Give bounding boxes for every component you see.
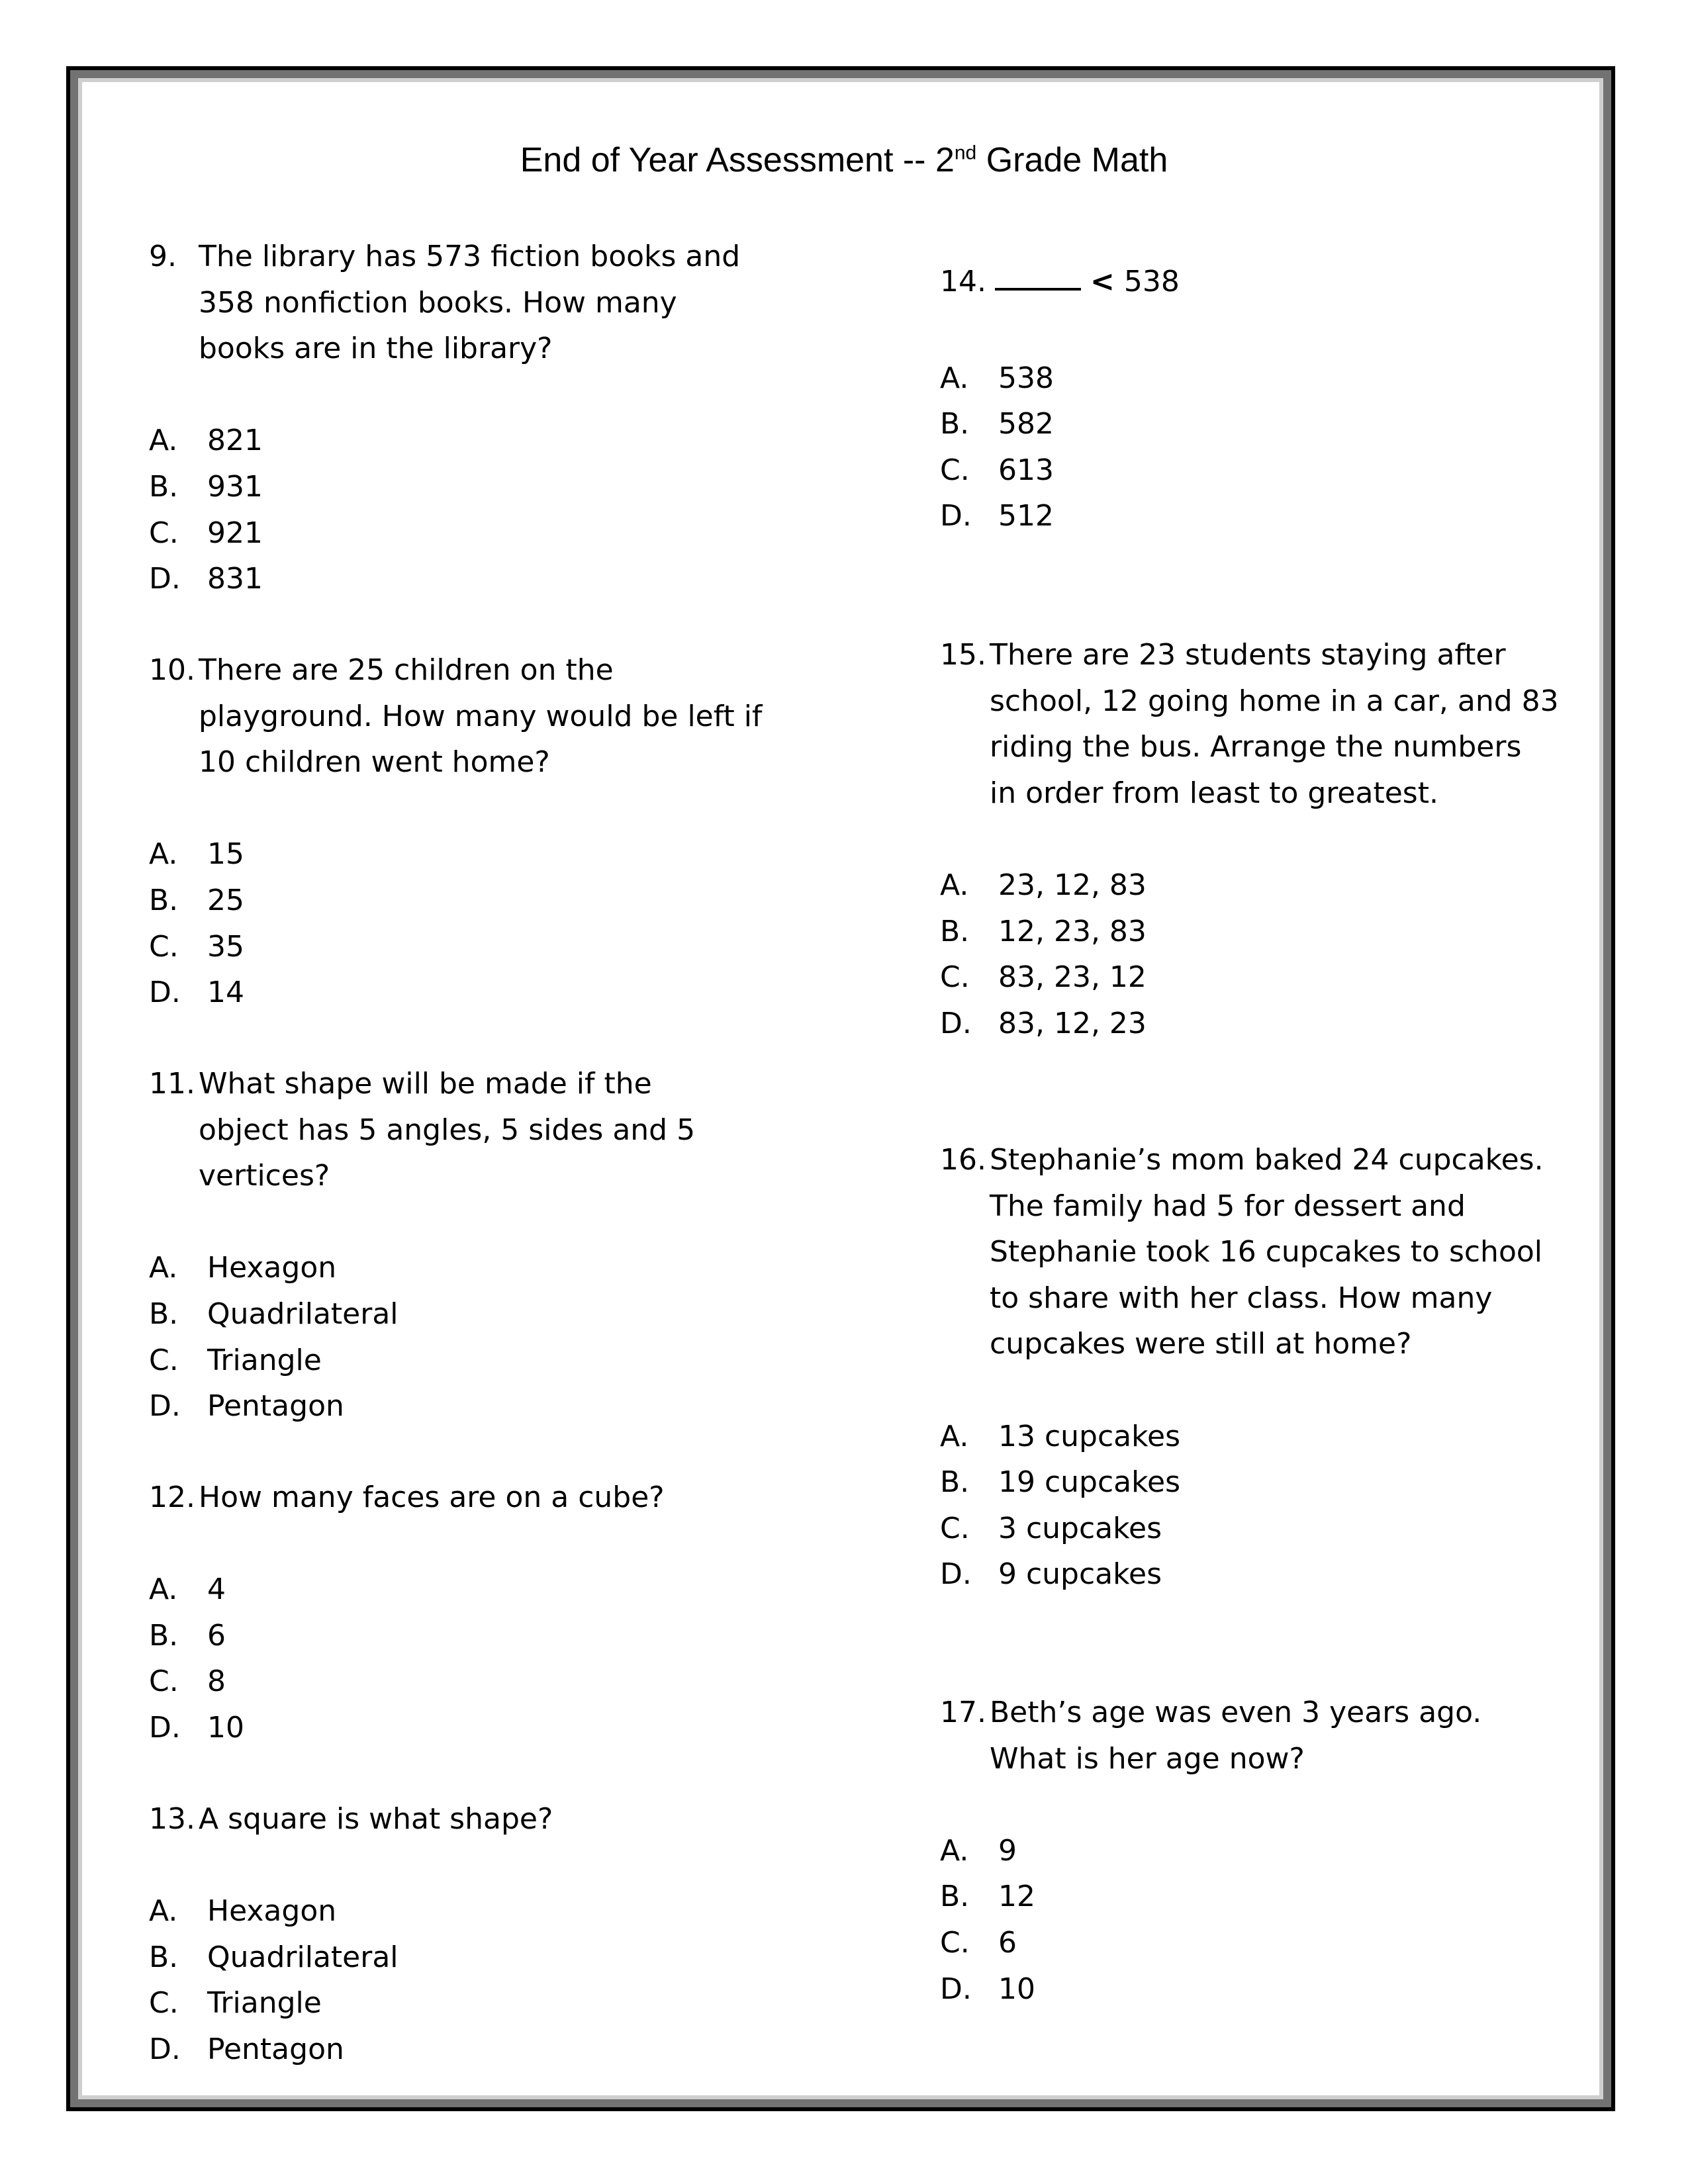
option-letter: A. [149, 1251, 178, 1285]
answer-option [940, 862, 1589, 909]
option-letter: A. [940, 868, 969, 902]
question-number: 17. [940, 1696, 986, 1729]
question-text: 538 [1123, 265, 1180, 298]
question-text: Beth’s age was even 3 years ago. What is her age now? [990, 1696, 1482, 1776]
option-letter: A. [149, 1894, 178, 1929]
question-15 [940, 632, 1589, 1046]
answer-option [149, 1934, 811, 1981]
option-letter: C. [940, 1511, 970, 1545]
answer-option [149, 924, 811, 970]
option-value: 931 [207, 469, 263, 504]
question-text: What shape will be made if the object has 5 angles, 5 sides and 5 vertices? [199, 1067, 696, 1193]
option-value: 821 [207, 424, 263, 458]
option-letter: C. [149, 1664, 179, 1699]
question-text: The library has 573 fiction books and 358 nonfiction books. How many books are in the library? [199, 240, 741, 366]
option-letter: D. [149, 976, 181, 1010]
option-value: 613 [998, 453, 1054, 487]
option-letter: A. [149, 424, 178, 458]
answer-option [149, 1659, 811, 1705]
option-value: 512 [998, 499, 1054, 533]
answer-option [940, 447, 1589, 494]
answer-option [940, 1551, 1589, 1598]
question-text: There are 23 students staying after school, 12 going home in a car, and 83 riding the bus. Arrange the numbers in order from least to greatest. [990, 638, 1559, 810]
option-letter: D. [149, 562, 181, 596]
answer-option [940, 1001, 1589, 1047]
answer-option [940, 401, 1589, 447]
question-9 [149, 234, 811, 602]
option-value: 10 [207, 1710, 244, 1745]
question-text: How many faces are on a cube? [199, 1480, 665, 1514]
answer-option [940, 1828, 1589, 1874]
question-16 [940, 1137, 1589, 1598]
answer-options [940, 862, 1589, 1046]
question-number: 15. [940, 638, 986, 672]
question-13 [149, 1796, 811, 2073]
option-value: 3 cupcakes [998, 1511, 1162, 1545]
option-value: 831 [207, 562, 263, 596]
question-number: 16. [940, 1143, 986, 1177]
option-value: 35 [207, 929, 244, 964]
option-value: 23, 12, 83 [998, 868, 1147, 902]
answer-option [149, 556, 811, 602]
option-value: Quadrilateral [207, 1940, 399, 1974]
question-10 [149, 647, 811, 1016]
option-value: Pentagon [207, 2032, 344, 2066]
answer-options [149, 1888, 811, 2072]
option-letter: A. [940, 1419, 969, 1453]
option-letter: C. [940, 453, 970, 487]
option-letter: A. [149, 1572, 178, 1607]
answer-option [149, 1613, 811, 1659]
option-value: 25 [207, 883, 244, 917]
option-value: 4 [207, 1572, 226, 1607]
answer-option [149, 464, 811, 510]
answer-option [940, 909, 1589, 955]
question-number: 14. [940, 265, 986, 298]
option-letter: B. [149, 1940, 179, 1974]
option-value: 8 [207, 1664, 226, 1699]
page-title: End of Year Assessment -- 2nd Grade Math [520, 141, 1168, 179]
answer-option [149, 510, 811, 557]
answer-option [149, 1245, 811, 1291]
question-14 [940, 259, 1589, 539]
answer-option [149, 970, 811, 1016]
answer-option [149, 418, 811, 464]
option-letter: B. [940, 914, 970, 948]
answer-option [940, 1414, 1589, 1460]
question-number: 11. [149, 1067, 195, 1101]
answer-options [940, 1828, 1589, 2012]
answer-option [940, 1966, 1589, 2013]
answer-option [149, 831, 811, 878]
answer-option [149, 1980, 811, 2026]
answer-option [149, 1888, 811, 1934]
option-letter: B. [149, 883, 179, 917]
option-letter: C. [149, 1986, 179, 2021]
answer-option [149, 1567, 811, 1613]
answer-options [940, 1414, 1589, 1598]
answer-options [149, 418, 811, 602]
option-value: 83, 23, 12 [998, 960, 1147, 995]
option-letter: B. [149, 469, 179, 504]
option-value: 582 [998, 407, 1054, 441]
option-letter: C. [149, 929, 179, 964]
answer-option [149, 1291, 811, 1338]
answer-options [940, 355, 1589, 539]
answer-option [149, 878, 811, 924]
option-letter: C. [149, 1343, 179, 1377]
option-letter: C. [940, 960, 970, 995]
option-letter: D. [940, 499, 972, 533]
option-value: 12, 23, 83 [998, 914, 1147, 948]
option-letter: B. [149, 1297, 179, 1331]
option-value: Triangle [207, 1986, 322, 2021]
option-value: 83, 12, 23 [998, 1006, 1147, 1040]
question-11 [149, 1061, 811, 1430]
option-letter: B. [940, 1465, 970, 1500]
question-text: There are 25 children on the playground. How many would be left if 10 children went home? [199, 653, 763, 780]
question-number: 12. [149, 1480, 195, 1514]
answer-option [940, 1459, 1589, 1506]
option-letter: D. [940, 1557, 972, 1592]
question-number: 13. [149, 1802, 195, 1836]
answer-options [149, 831, 811, 1015]
answer-options [149, 1245, 811, 1429]
option-value: Triangle [207, 1343, 322, 1377]
question-text: Stephanie’s mom baked 24 cupcakes. The family had 5 for dessert and Stephanie took 16 cupcakes to school to share with her class. How many cupcakes were still at home? [990, 1143, 1544, 1361]
option-letter: D. [940, 1006, 972, 1040]
option-value: 15 [207, 837, 244, 872]
option-letter: A. [149, 837, 178, 872]
option-value: 9 cupcakes [998, 1557, 1162, 1592]
option-value: 14 [207, 976, 244, 1010]
option-letter: B. [940, 407, 970, 441]
answer-options [149, 1567, 811, 1751]
question-number: 10. [149, 653, 195, 687]
option-letter: D. [149, 2032, 181, 2066]
option-value: 13 cupcakes [998, 1419, 1181, 1453]
answer-option [940, 493, 1589, 539]
option-letter: A. [940, 1833, 969, 1868]
answer-option [940, 954, 1589, 1001]
question-text: A square is what shape? [199, 1802, 553, 1836]
option-letter: D. [149, 1710, 181, 1745]
answer-option [940, 1874, 1589, 1920]
option-value: Pentagon [207, 1389, 344, 1424]
option-value: Hexagon [207, 1251, 337, 1285]
option-letter: C. [149, 516, 179, 550]
option-letter: C. [940, 1925, 970, 1960]
option-letter: D. [149, 1389, 181, 1424]
answer-option [149, 2026, 811, 2073]
answer-blank [995, 259, 1081, 291]
option-letter: B. [940, 1880, 970, 1914]
answer-option [149, 1338, 811, 1384]
option-value: 19 cupcakes [998, 1465, 1181, 1500]
answer-option [940, 355, 1589, 402]
option-letter: A. [940, 361, 969, 395]
answer-option [940, 1920, 1589, 1966]
option-value: 9 [998, 1833, 1017, 1868]
option-value: Hexagon [207, 1894, 337, 1929]
option-value: Quadrilateral [207, 1297, 399, 1331]
answer-option [149, 1705, 811, 1751]
question-number: 9. [149, 240, 177, 273]
less-than-symbol: < [1090, 265, 1115, 298]
option-letter: D. [940, 1972, 972, 2006]
option-letter: B. [149, 1618, 179, 1653]
option-value: 12 [998, 1880, 1035, 1914]
option-value: 921 [207, 516, 263, 550]
option-value: 6 [998, 1925, 1017, 1960]
option-value: 6 [207, 1618, 226, 1653]
option-value: 10 [998, 1972, 1035, 2006]
answer-option [149, 1383, 811, 1430]
question-17 [940, 1690, 1589, 2012]
question-12 [149, 1475, 811, 1751]
answer-option [940, 1506, 1589, 1552]
option-value: 538 [998, 361, 1054, 395]
